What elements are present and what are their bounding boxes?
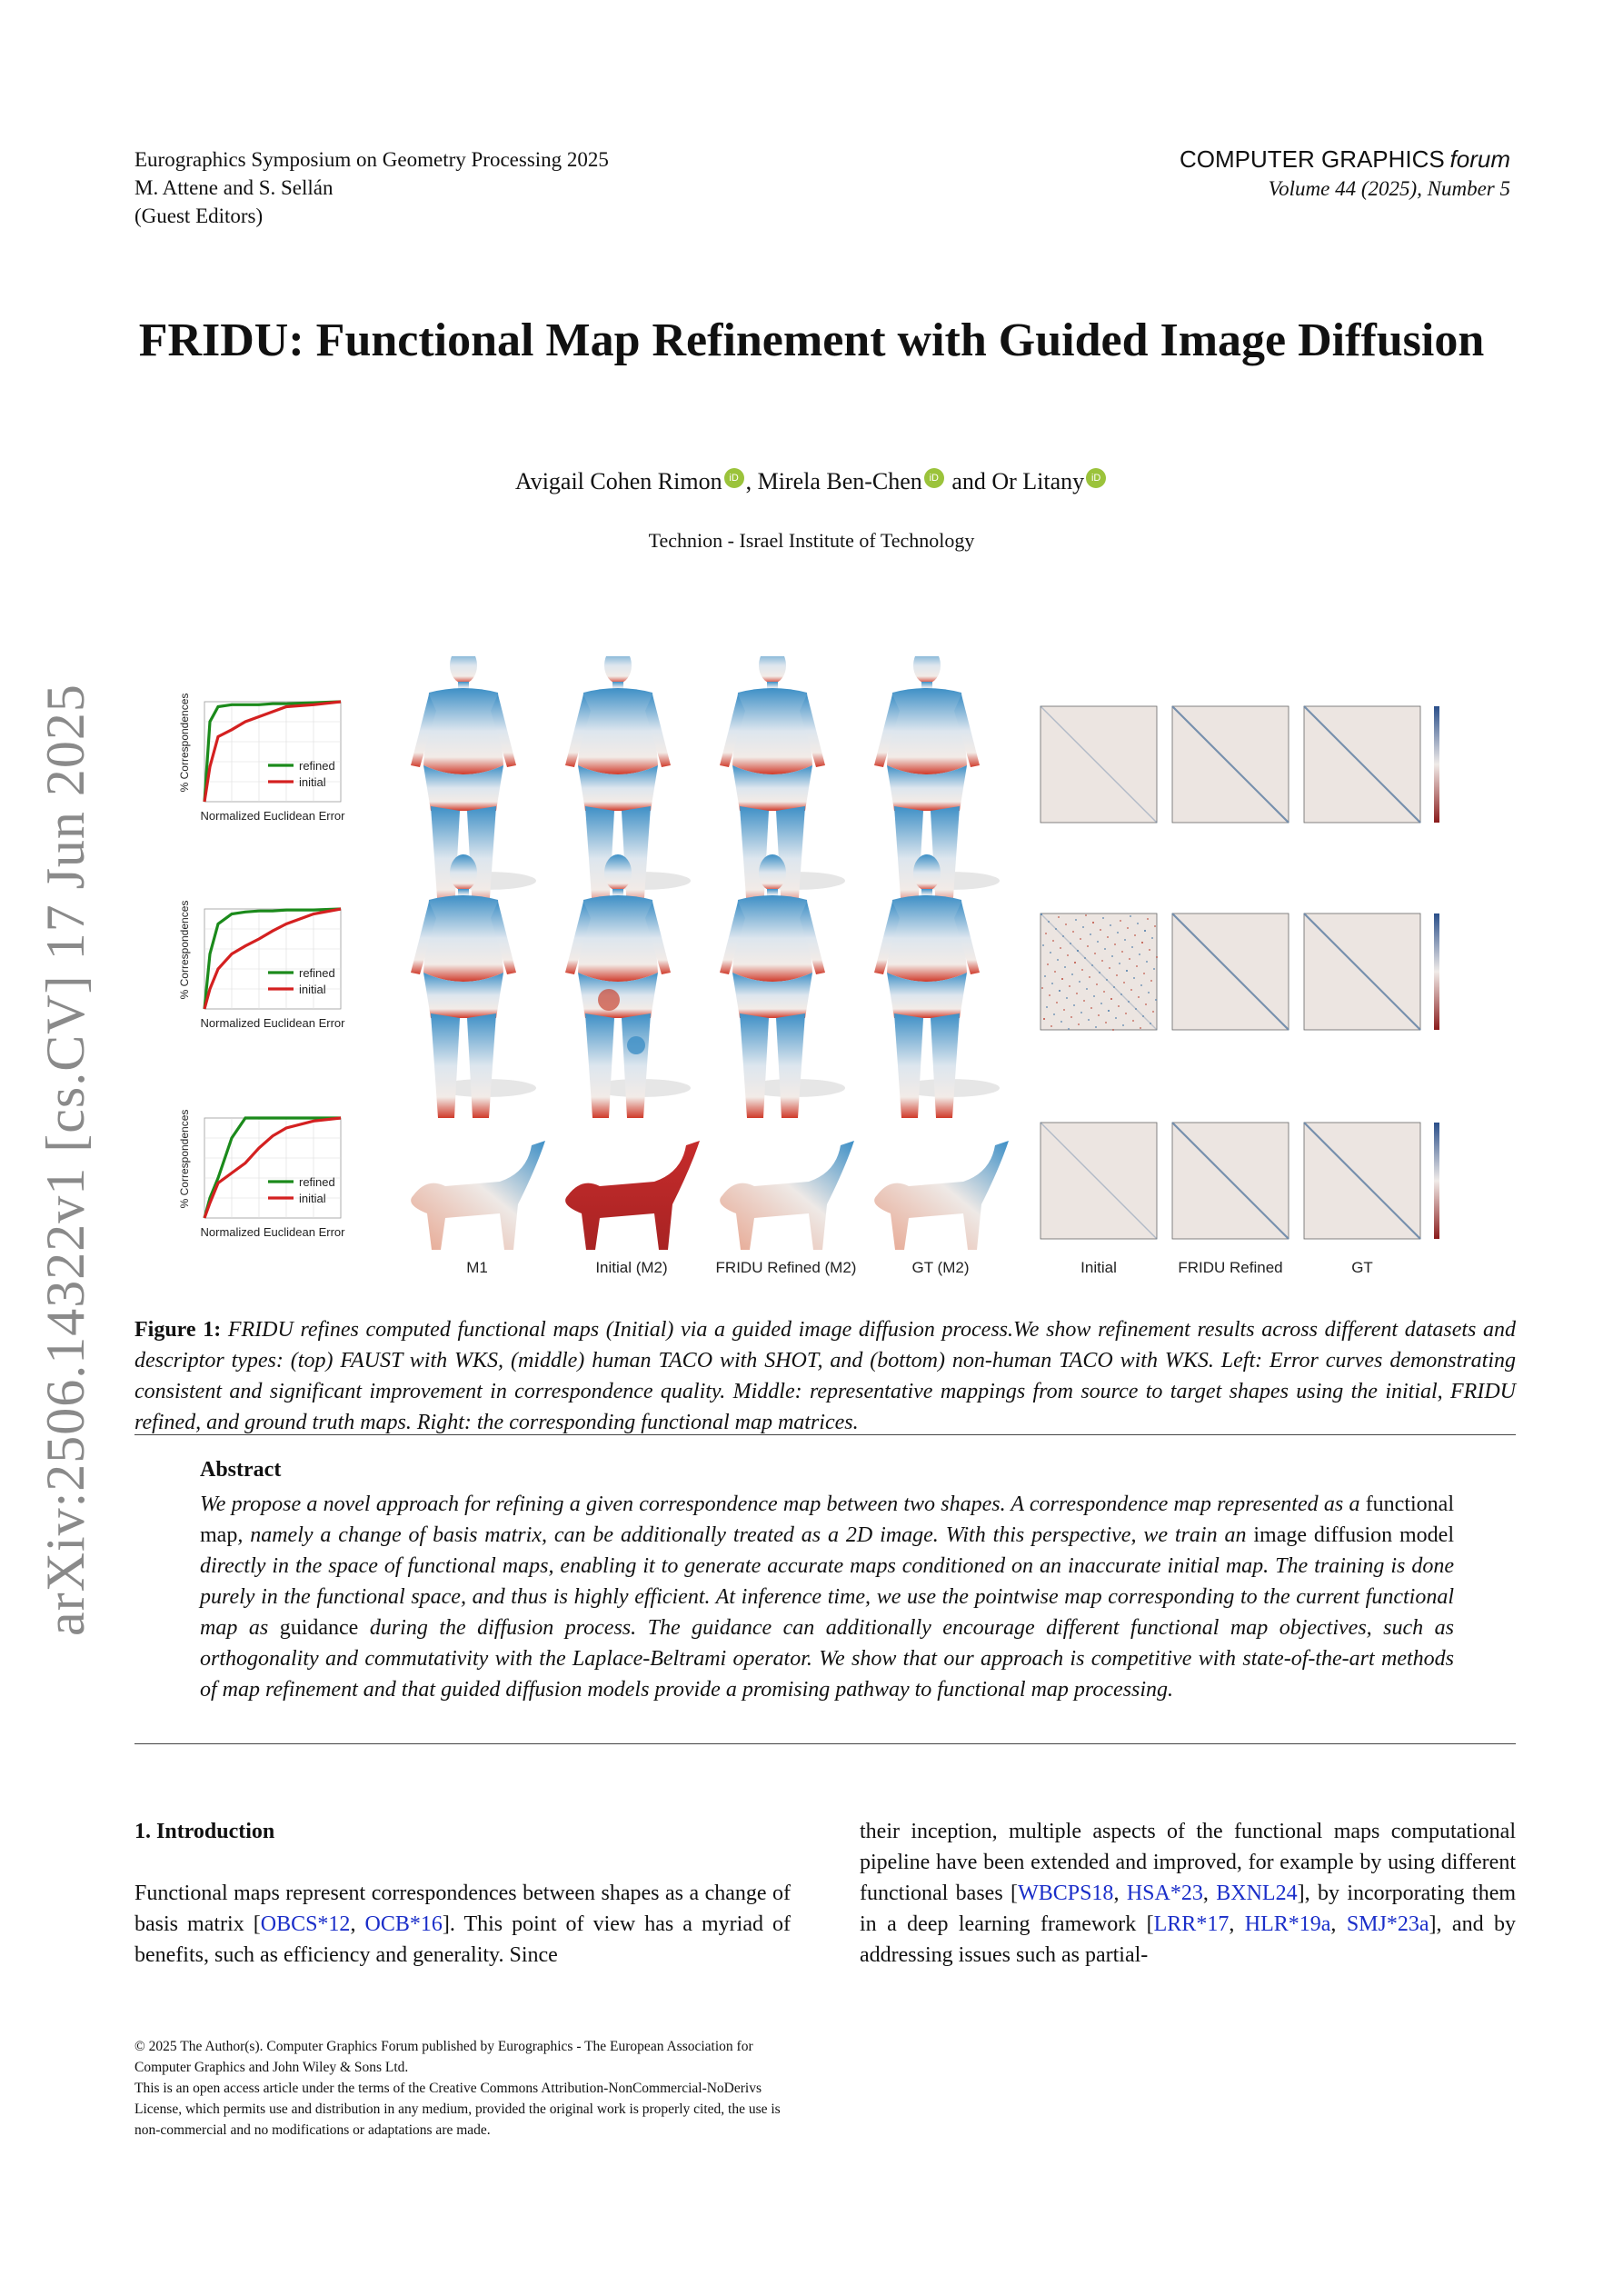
mapping-error-patch (598, 989, 620, 1011)
matrix-noise (1079, 981, 1080, 983)
matrix-noise (1136, 965, 1138, 967)
functional-map-matrix (1304, 706, 1420, 823)
matrix-noise (1081, 969, 1083, 971)
matrix-colorbar (1434, 706, 1439, 823)
matrix-column-label: GT (1351, 1259, 1373, 1276)
human-shape (411, 854, 516, 1118)
copyright-line: © 2025 The Author(s). Computer Graphics Forum published by Eurographics - The European Association for Computer Graphics and John Wiley & Sons Ltd. (134, 2039, 753, 2075)
matrix-noise (1090, 1007, 1092, 1009)
matrix-noise (1051, 983, 1053, 984)
matrix-noise (1085, 914, 1087, 916)
citation-link[interactable]: OBCS*12 (260, 1912, 351, 1936)
matrix-colorbar (1434, 913, 1439, 1030)
matrix-noise (1048, 921, 1050, 923)
journal-name-italic: forum (1449, 145, 1510, 173)
guest-editors: (Guest Editors) (134, 205, 264, 227)
section-heading: 1. Introduction (134, 1820, 275, 1843)
matrix-noise (1146, 961, 1148, 963)
journal-name: COMPUTER GRAPHICS (1179, 145, 1445, 173)
matrix-noise (1124, 939, 1126, 941)
matrix-noise (1152, 1011, 1154, 1013)
matrix-noise (1114, 943, 1116, 945)
matrix-noise (1054, 971, 1056, 973)
matrix-noise (1068, 1028, 1070, 1030)
matrix-noise (1106, 979, 1108, 981)
legend-label-initial: initial (299, 983, 326, 996)
matrix-noise (1129, 958, 1130, 960)
affiliation: Technion - Israel Institute of Technology (648, 529, 975, 552)
matrix-noise (1050, 1025, 1052, 1027)
matrix-noise (1135, 1008, 1137, 1010)
matrix-noise (1053, 1013, 1055, 1015)
editors: M. Attene and S. Sellán (134, 176, 334, 199)
matrix-noise (1088, 1019, 1090, 1021)
matrix-noise (1117, 932, 1119, 933)
matrix-noise (1065, 923, 1067, 925)
teaser-figure (164, 656, 1499, 1283)
matrix-noise (1112, 1029, 1114, 1031)
matrix-noise (1118, 1005, 1120, 1007)
matrix-noise (1103, 991, 1105, 993)
matrix-noise (1140, 1027, 1141, 1029)
matrix-noise (1123, 982, 1125, 983)
error-curve-plots (178, 694, 345, 1239)
matrix-noise (1052, 940, 1054, 942)
shape-column-label: Initial (M2) (595, 1259, 668, 1276)
matrix-noise (1130, 915, 1131, 917)
matrix-noise (1148, 992, 1150, 993)
author-name: Mirela Ben-Chen (757, 468, 922, 494)
citation-link[interactable]: WBCPS18 (1018, 1882, 1114, 1905)
functional-map-matrix (1172, 913, 1289, 1030)
figure-caption-text: FRIDU refines computed functional maps (Initial) via a guided image diffusion process.We show refinement results across different datasets and descriptor types: (top) FAUST with WKS, (middle) human TACO with SHOT, and (bottom) non-human TACO with WKS. Left: Error curves demonstrating consistent and significant improvement in correspondence quality. Middle: representative mappings from source to target shapes using the initial, FRIDU refined, and ground truth maps. Right: the corresponding functional map matrices. (134, 1318, 1517, 1434)
matrix-noise (1074, 962, 1076, 963)
matrix-noise (1109, 967, 1110, 969)
matrix-noise (1066, 997, 1068, 999)
matrix-noise (1055, 928, 1057, 930)
matrix-noise (1060, 1021, 1062, 1023)
matrix-noise (1107, 936, 1109, 938)
matrix-noise (1134, 934, 1136, 936)
functional-map-matrix (1304, 913, 1420, 1030)
matrix-noise (1116, 974, 1118, 976)
matrix-noise (1080, 938, 1081, 940)
orcid-icon[interactable]: iD (924, 468, 944, 488)
intro-paragraph: Functional maps represent correspondences between shapes as a change of basis matrix [OBCS*12, OCB*16]. This point of view has a myriad of benefits, such as efficiency and generality. Since (134, 1882, 792, 1967)
matrix-noise (1062, 935, 1064, 937)
matrix-noise (1153, 968, 1155, 970)
matrix-noise (1139, 953, 1140, 955)
matrix-noise (1087, 945, 1089, 947)
matrix-noise (1108, 1010, 1110, 1012)
matrix-noise (1128, 1001, 1130, 1003)
matrix-noise (1130, 989, 1132, 991)
matrix-noise (1083, 1000, 1085, 1002)
matrix-noise (1105, 1022, 1107, 1023)
matrix-noise (1059, 990, 1060, 992)
matrix-noise (1094, 953, 1096, 954)
author-name: Avigail Cohen Rimon (514, 468, 722, 494)
matrix-noise (1143, 973, 1145, 974)
figure-canvas (164, 656, 1499, 1283)
conference-name: Eurographics Symposium on Geometry Processing 2025 (134, 148, 609, 171)
functional-map-matrix (1041, 706, 1157, 823)
dog-shape (411, 1141, 545, 1250)
matrix-noise (1127, 927, 1129, 929)
matrix-noise (1151, 937, 1153, 939)
y-axis-label: % Correspondences (178, 693, 191, 793)
matrix-noise (1150, 1023, 1151, 1024)
divider (134, 1743, 1516, 1744)
matrix-noise (1078, 1023, 1080, 1025)
copyright-notice (134, 2036, 791, 2141)
matrix-noise (1121, 951, 1123, 953)
matrix-noise (1071, 973, 1073, 975)
mapping-error-patch (627, 1036, 645, 1054)
license-line: This is an open access article under the terms of the Creative Commons Attribution-NonCommercial-NoDerivs License, which permits use and distribution in any medium, provided the original work is properly cited, the use is non-commercial and no modifications or adaptations are made. (134, 2081, 781, 2138)
author-name: and Or Litany (951, 468, 1085, 494)
functional-map-matrices (1041, 706, 1439, 1239)
matrix-noise (1120, 920, 1121, 922)
matrix-noise (1046, 1006, 1048, 1008)
matrix-noise (1050, 952, 1051, 953)
citation-link[interactable]: BXNL24 (1216, 1882, 1298, 1905)
matrix-noise (1086, 988, 1088, 990)
matrix-noise (1144, 930, 1146, 932)
matrix-noise (1042, 944, 1044, 946)
matrix-noise (1076, 993, 1078, 994)
matrix-noise (1115, 1017, 1117, 1019)
matrix-noise (1089, 976, 1090, 978)
matrix-noise (1097, 941, 1099, 943)
matrix-noise (1156, 956, 1158, 958)
matrix-noise (1133, 977, 1135, 979)
matrix-noise (1045, 933, 1047, 934)
error-curve-plot (178, 901, 345, 1030)
matrix-noise (1056, 1002, 1058, 1003)
abstract-text: We propose a novel approach for refining a given correspondence map between two shapes. A correspondence map represented as a functional map, namely a change of basis matrix, can be additionally treated as a 2D image. With this perspective, we train an image diffusion model directly in the space of functional maps, enabling it to generate accurate maps conditioned on an inaccurate initial map. The training is done purely in the functional space, and thus is highly efficient. At inference time, we use the pointwise map corresponding to the current functional map as guidance during the diffusion process. The guidance can additionally encourage different functional map objectives, such as orthogonality and commutativity with the Laplace-Beltrami operator. We show that our approach is competitive with state-of-the-art methods of map refinement and that guided diffusion models provide a promising pathway to functional map processing. (200, 1492, 1455, 1702)
error-curve-plot (178, 694, 345, 823)
matrix-noise (1120, 993, 1122, 995)
matrix-noise (1111, 955, 1113, 957)
shape-column-label: M1 (466, 1259, 488, 1276)
matrix-noise (1119, 963, 1120, 964)
intro-paragraph-continued: their inception, multiple aspects of the functional maps computational pipeline have been extended and improved, for example by using different functional bases [WBCPS18, HSA*23, BXNL24], by incorporating them in a deep learning framework [LRR*17, HLR*19a, SMJ*23a], and by addressing issues such as partial- (860, 1820, 1517, 1967)
matrix-noise (1041, 913, 1042, 915)
matrix-noise (1113, 986, 1115, 988)
matrix-noise (1137, 923, 1139, 924)
matrix-noise (1131, 946, 1133, 948)
matrix-noise (1073, 1004, 1075, 1006)
matrix-noise (1098, 1014, 1100, 1016)
matrix-noise (1102, 917, 1104, 919)
error-curve-plot (178, 1110, 345, 1239)
dog-shape (874, 1141, 1009, 1250)
functional-map-matrix (1172, 706, 1289, 823)
matrix-colorbar (1434, 1123, 1439, 1239)
matrix-column-label: Initial (1080, 1259, 1117, 1276)
matrix-noise (1049, 994, 1050, 996)
shape-column-label: FRIDU Refined (M2) (715, 1259, 857, 1276)
matrix-noise (1147, 918, 1149, 920)
matrix-noise (1126, 970, 1128, 972)
citation-link[interactable]: LRR*17 (1153, 1912, 1230, 1936)
matrix-noise (1058, 916, 1060, 918)
matrix-noise (1041, 987, 1043, 989)
shape-column-label: GT (M2) (911, 1259, 970, 1276)
functional-map-matrix (1304, 1123, 1420, 1239)
legend-label-initial: initial (299, 775, 326, 789)
x-axis-label: Normalized Euclidean Error (200, 1225, 345, 1239)
matrix-noise (1061, 978, 1063, 980)
matrix-noise (1072, 931, 1074, 933)
matrix-noise (1110, 924, 1111, 926)
matrix-noise (1077, 950, 1079, 952)
citation-link[interactable]: HLR*19a (1244, 1912, 1331, 1936)
matrix-noise (1067, 954, 1069, 956)
shape-renderings (411, 656, 1009, 1283)
matrix-noise (1132, 1020, 1134, 1022)
matrix-noise (1100, 1003, 1102, 1004)
figure-caption (134, 1314, 1516, 1438)
left-column (134, 1816, 791, 1971)
matrix-noise (1101, 960, 1103, 962)
matrix-noise (1080, 1012, 1082, 1013)
matrix-noise (1043, 1018, 1045, 1020)
matrix-noise (1093, 995, 1095, 997)
legend-label-refined: refined (299, 966, 335, 980)
matrix-noise (1090, 933, 1091, 935)
matrix-noise (1070, 1016, 1072, 1018)
matrix-noise (1155, 999, 1157, 1001)
matrix-noise (1149, 949, 1150, 951)
citation-link[interactable]: SMJ*23a (1346, 1912, 1429, 1936)
orcid-icon[interactable]: iD (724, 468, 744, 488)
author-list: Avigail Cohen Rimon iD , Mirela Ben-Chen iD and Or Litany iD (0, 468, 1623, 495)
matrix-noise (1142, 1015, 1144, 1017)
matrix-noise (1099, 972, 1100, 973)
matrix-column-label: FRIDU Refined (1178, 1259, 1283, 1276)
matrix-noise (1100, 929, 1101, 931)
conference-info (134, 145, 609, 230)
volume-info: Volume 44 (2025), Number 5 (1268, 177, 1510, 200)
x-axis-label: Normalized Euclidean Error (200, 1016, 345, 1030)
matrix-noise (1104, 948, 1106, 950)
matrix-noise (1138, 996, 1140, 998)
dog-shape (720, 1141, 854, 1250)
matrix-noise (1095, 1026, 1097, 1028)
functional-map-matrix (1041, 1123, 1157, 1239)
matrix-noise (1091, 964, 1093, 966)
divider (134, 1434, 1516, 1435)
matrix-noise (1140, 984, 1142, 986)
y-axis-label: % Correspondences (178, 1109, 191, 1209)
matrix-noise (1064, 966, 1066, 968)
citation-link[interactable]: OCB*16 (364, 1912, 443, 1936)
matrix-noise (1141, 942, 1143, 943)
abstract (200, 1454, 1454, 1705)
human-shape (874, 854, 980, 1118)
matrix-noise (1096, 983, 1098, 985)
matrix-noise (1060, 947, 1061, 949)
human-shape (565, 854, 671, 1118)
figure-column-labels (466, 1259, 1373, 1276)
matrix-noise (1125, 1013, 1127, 1014)
matrix-noise (1122, 1024, 1124, 1026)
journal-info (1180, 145, 1510, 203)
dog-shape (565, 1141, 700, 1250)
right-column (860, 1816, 1516, 1971)
y-axis-label: % Correspondences (178, 900, 191, 1000)
matrix-noise (1075, 919, 1077, 921)
matrix-noise (1154, 925, 1156, 927)
citation-link[interactable]: HSA*23 (1126, 1882, 1203, 1905)
human-shape (720, 854, 825, 1118)
legend-label-refined: refined (299, 1175, 335, 1189)
abstract-heading: Abstract (200, 1458, 282, 1482)
matrix-noise (1047, 963, 1049, 965)
arxiv-stamp: arXiv:2506.14322v1 [cs.CV] 17 Jun 2025 (35, 684, 95, 1636)
legend-label-refined: refined (299, 759, 335, 773)
matrix-noise (1084, 957, 1086, 959)
x-axis-label: Normalized Euclidean Error (200, 809, 345, 823)
legend-label-initial: initial (299, 1192, 326, 1205)
figure-label: Figure 1: (134, 1318, 222, 1342)
paper-title: FRIDU: Functional Map Refinement with Guided Image Diffusion (138, 314, 1485, 366)
matrix-noise (1110, 998, 1112, 1000)
matrix-noise (1092, 922, 1094, 923)
matrix-noise (1082, 926, 1084, 928)
functional-map-matrix (1172, 1123, 1289, 1239)
matrix-noise (1150, 980, 1152, 982)
orcid-icon[interactable]: iD (1086, 468, 1106, 488)
matrix-noise (1070, 943, 1071, 944)
matrix-noise (1057, 959, 1059, 961)
matrix-noise (1145, 1003, 1147, 1005)
functional-map-matrix (1041, 913, 1158, 1031)
matrix-noise (1069, 985, 1070, 987)
matrix-noise (1044, 975, 1046, 977)
matrix-noise (1063, 1009, 1065, 1011)
